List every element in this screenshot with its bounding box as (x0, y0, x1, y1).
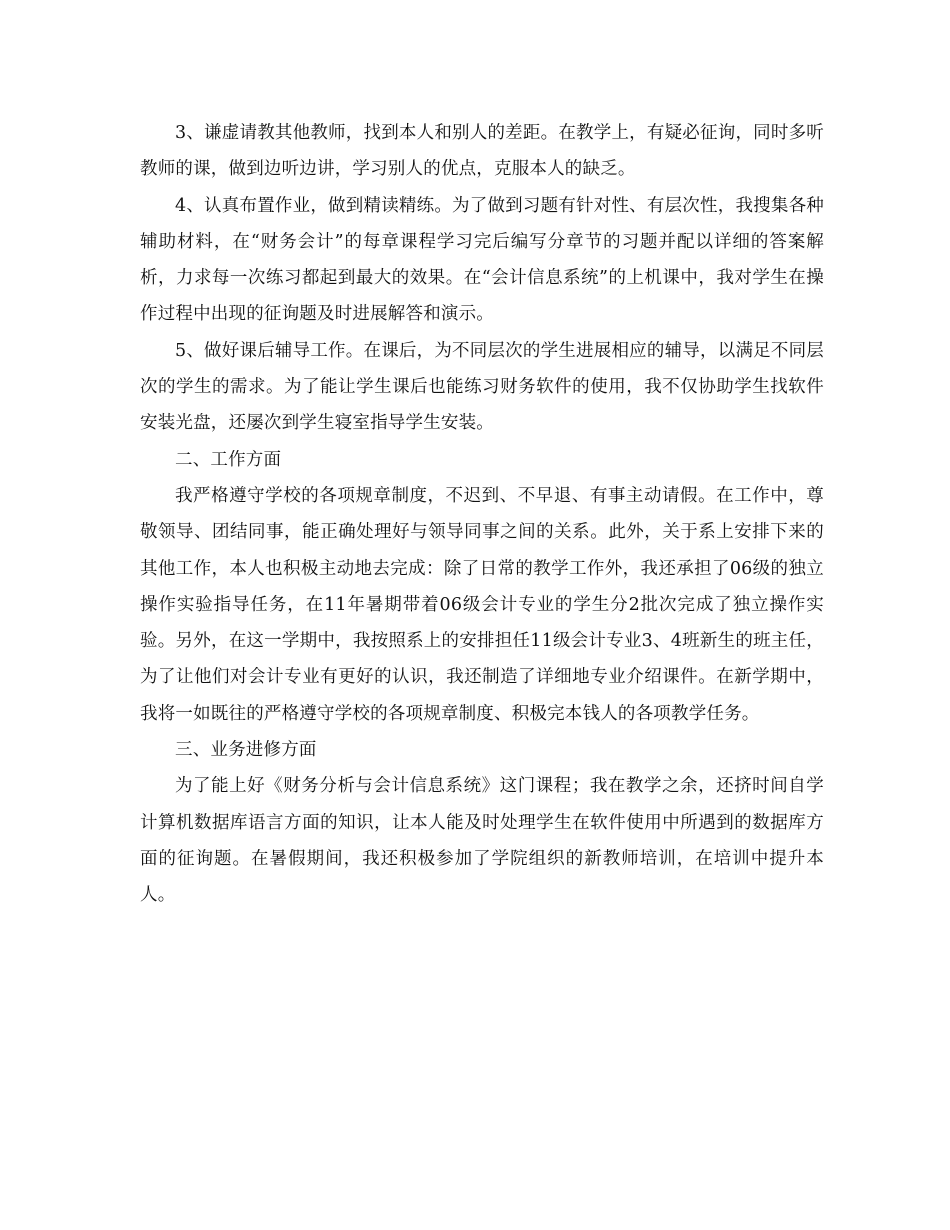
paragraph-study: 为了能上好《财务分析与会计信息系统》这门课程；我在教学之余，还挤时间自学计算机数据库语言方面的知识，让本人能及时处理学生在软件使用中所遇到的数据库方面的征询题。在暑假期间，我还积极参加了学院组织的新教师培训，在培训中提升本人。 (140, 776, 824, 906)
section-heading-study: 三、业务进修方面 (175, 740, 317, 761)
paragraph-item-5: 5、做好课后辅导工作。在课后，为不同层次的学生进展相应的辅导，以满足不同层次的学生的需求。为了能让学生课后也能练习财务软件的使用，我不仅协助学生找软件安装光盘，还屡次到学生寝室指导学生安装。 (140, 340, 824, 434)
section-heading-work: 二、工作方面 (175, 449, 282, 470)
paragraph-item-4: 4、认真布置作业，做到精读精练。为了做到习题有针对性、有层次性，我搜集各种辅助材料，在“财务会计”的每章课程学习完后编写分章节的习题并配以详细的答案解析，力求每一次练习都起到最大的效果。在“会计信息系统”的上机课中，我对学生在操作过程中出现的征询题及时进展解答和演示。 (140, 195, 824, 325)
paragraph-work: 我严格遵守学校的各项规章制度，不迟到、不早退、有事主动请假。在工作中，尊敬领导、团结同事，能正确处理好与领导同事之间的关系。此外，关于系上安排下来的其他工作，本人也积极主动地去完成：除了日常的教学工作外，我还承担了06级的独立操作实验指导任务，在11年暑期带着06级会计专业的学生分2批次完成了独立操作实验。另外，在这一学期中，我按照系上的安排担任11级会计专业3、4班新生的班主任，为了让他们对会计专业有更好的认识，我还制造了详细地专业介绍课件。在新学期中，我将一如既往的严格遵守学校的各项规章制度、积极完本钱人的各项教学任务。 (140, 485, 824, 724)
paragraph-item-3: 3、谦虚请教其他教师，找到本人和别人的差距。在教学上，有疑必征询，同时多听教师的课，做到边听边讲，学习别人的优点，克服本人的缺乏。 (140, 123, 824, 180)
document-body (140, 115, 824, 914)
